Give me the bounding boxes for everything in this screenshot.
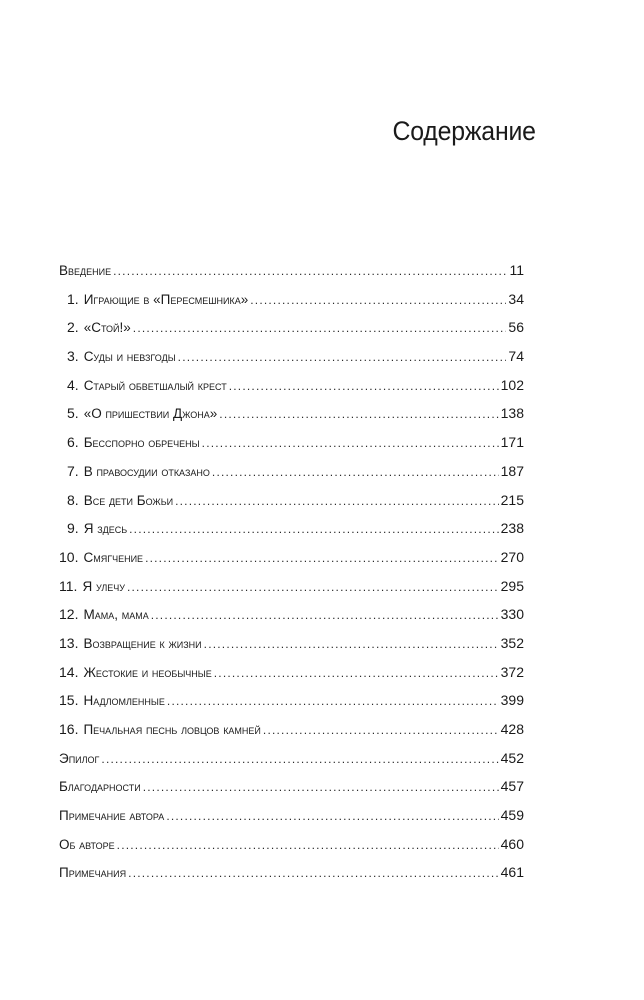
table-of-contents [59, 256, 524, 887]
toc-entry-number: 12. [59, 606, 79, 623]
toc-entry-page-number: 452 [500, 749, 524, 766]
toc-entry[interactable] [59, 629, 524, 658]
toc-entry-number: 16. [59, 721, 79, 737]
toc-entry-title: Я улечу [82, 578, 125, 594]
dot-leader [127, 573, 499, 602]
toc-entry-page-number: 34 [508, 290, 524, 307]
dot-leader [133, 314, 507, 343]
toc-entry[interactable] [59, 801, 524, 830]
toc-entry[interactable] [59, 457, 524, 486]
toc-entry-number: 6. [67, 434, 79, 451]
toc-entry-number: 15. [59, 692, 79, 709]
toc-entry[interactable] [59, 658, 524, 687]
toc-entry-title: Печальная песнь ловцов камней [83, 722, 261, 737]
dot-leader [229, 372, 499, 401]
toc-entry-page-number: 56 [508, 319, 524, 336]
toc-entry-title: Эпилог [59, 750, 100, 766]
toc-entry-page-number: 461 [500, 864, 524, 881]
toc-entry-title: Суды и невзгоды [83, 349, 176, 365]
dot-leader [128, 859, 498, 888]
toc-entry-page-number: 460 [500, 835, 524, 852]
dot-leader [202, 429, 499, 458]
toc-entry-title: Благодарности [59, 779, 141, 795]
toc-entry-page-number: 399 [500, 692, 524, 709]
toc-entry-title: Смягчение [83, 549, 144, 565]
toc-entry-page-number: 372 [500, 663, 524, 680]
dot-leader [143, 773, 499, 802]
toc-entry[interactable] [59, 772, 524, 801]
toc-entry-title: Я здесь [83, 521, 128, 537]
toc-entry[interactable] [59, 342, 524, 371]
toc-entry[interactable] [59, 572, 524, 601]
dot-leader [219, 400, 498, 429]
toc-entry-number: 13. [59, 634, 79, 651]
toc-entry-page-number: 238 [500, 520, 524, 537]
toc-entry-title: Об авторе [59, 836, 115, 852]
dot-leader [250, 286, 506, 315]
toc-entry-number: 14. [59, 663, 79, 680]
toc-entry-page-number: 138 [500, 405, 524, 422]
dot-leader [117, 831, 499, 860]
toc-entry-title: Старый обветшалый крест [83, 377, 227, 393]
toc-entry-title: Бесспорно обречены [83, 435, 200, 451]
toc-entry[interactable] [59, 486, 524, 515]
toc-entry-page-number: 215 [500, 491, 524, 508]
dot-leader [166, 802, 498, 831]
toc-entry-title: Примечание автора [59, 808, 165, 824]
toc-entry-number: 2. [67, 319, 79, 336]
toc-entry-number: 4. [67, 376, 79, 393]
toc-entry[interactable] [59, 600, 524, 629]
toc-entry-title: Играющие в «Пересмешника» [83, 291, 249, 307]
toc-entry-title: Введение [59, 263, 112, 278]
dot-leader [145, 544, 499, 573]
toc-entry-page-number: 74 [508, 348, 524, 365]
toc-entry[interactable] [59, 285, 524, 314]
toc-entry[interactable] [59, 744, 524, 773]
toc-entry-title: Жестокие и необычные [83, 664, 212, 680]
toc-entry-page-number: 352 [500, 634, 524, 651]
toc-entry-page-number: 187 [500, 462, 524, 479]
toc-entry-number: 9. [67, 520, 79, 537]
toc-entry-page-number: 459 [500, 807, 524, 824]
dot-leader [129, 515, 499, 544]
dot-leader [151, 601, 499, 630]
toc-entry[interactable] [59, 256, 524, 285]
toc-entry[interactable] [59, 428, 524, 457]
dot-leader [263, 716, 499, 745]
toc-entry[interactable] [59, 830, 524, 859]
toc-entry-number: 8. [67, 491, 79, 508]
toc-entry-title: Мама, мама [83, 607, 149, 623]
toc-entry-page-number: 457 [500, 778, 524, 795]
toc-entry-page-number: 330 [500, 606, 524, 623]
dot-leader [204, 630, 499, 659]
toc-entry-number: 7. [67, 462, 79, 479]
toc-entry-title: Все дети Божьи [83, 492, 174, 508]
toc-entry[interactable] [59, 715, 524, 744]
toc-entry-page-number: 295 [500, 577, 524, 594]
toc-entry-number: 10. [59, 548, 79, 565]
toc-entry-title: Возвращение к жизни [83, 635, 202, 651]
dot-leader [178, 343, 507, 372]
toc-entry-page-number: 11 [509, 262, 524, 278]
toc-entry-title: «Стой!» [83, 320, 131, 336]
toc-entry[interactable] [59, 514, 524, 543]
toc-entry-number: 11. [59, 577, 78, 594]
dot-leader [175, 487, 499, 516]
toc-entry[interactable] [59, 686, 524, 715]
toc-entry-number: 1. [67, 290, 79, 307]
toc-entry-page-number: 270 [500, 548, 524, 565]
toc-entry-number: 5. [67, 405, 79, 422]
dot-leader [212, 458, 499, 487]
dot-leader [167, 687, 499, 716]
toc-entry-page-number: 428 [500, 721, 524, 737]
dot-leader [113, 257, 507, 286]
toc-entry-page-number: 171 [500, 434, 524, 451]
toc-entry-title: Надломленные [83, 693, 165, 709]
toc-entry-title: «О пришествии Джона» [83, 406, 218, 422]
toc-entry[interactable] [59, 399, 524, 428]
page-title: Содержание [392, 116, 536, 146]
toc-entry[interactable] [59, 371, 524, 400]
toc-entry[interactable] [59, 858, 524, 887]
toc-entry-number: 3. [67, 348, 79, 365]
toc-entry-title: Примечания [59, 865, 127, 881]
toc-entry-page-number: 102 [500, 376, 524, 393]
dot-leader [214, 659, 499, 688]
dot-leader [101, 745, 498, 774]
toc-entry[interactable] [59, 543, 524, 572]
toc-entry-title: В правосудии отказано [83, 463, 210, 479]
toc-entry[interactable] [59, 313, 524, 342]
